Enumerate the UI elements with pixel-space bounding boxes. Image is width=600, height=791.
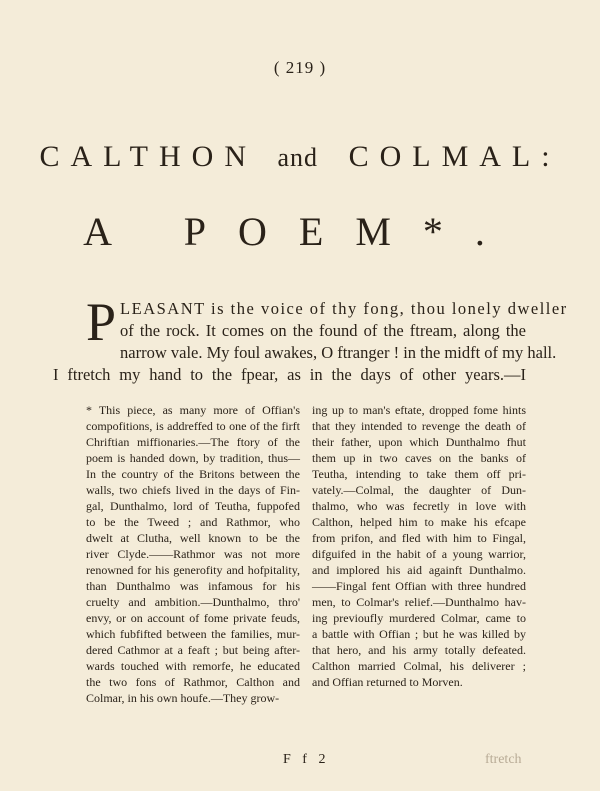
footnote-line: ing previoufly murdered Colmar, came to	[312, 611, 526, 625]
poem-title	[0, 140, 600, 174]
footnote-line: than Dunthalmo was infamous for his	[86, 579, 300, 593]
footnote-line: wards touched with remorfe, he educated	[86, 659, 300, 673]
footnote-line: men, to Colmar's relief.—Dunthalmo hav-	[312, 595, 526, 609]
footnote-line: In the country of the Britons between the	[86, 467, 300, 481]
footnote-line: walls, two chiefs lived in the days of Fin-	[86, 483, 300, 497]
footnote-line: renowned for his generofity and hofpitality,	[86, 563, 300, 577]
footnote-line: Teutha, intending to take them off pri-	[312, 467, 526, 481]
body-line: I ftretch my hand to the fpear, as in the days of other years.—I	[53, 365, 526, 384]
footnote-line: from prifon, and fled with him to Fingal,	[312, 531, 526, 545]
footnote-line: ing up to man's eftate, dropped fome hints	[312, 403, 526, 417]
drop-cap: P	[86, 292, 117, 352]
catchword: ftretch	[485, 752, 522, 767]
body-line: narrow vale. My foul awakes, O ftranger ! in the midft of my hall.	[120, 343, 557, 362]
footnote-line: Colmar, in his own houfe.—They grow-	[86, 691, 280, 705]
footnote-line: gal, Dunthalmo, lord of Teutha, fuppofed	[86, 499, 300, 513]
footnote-line: Calthon married Colmal, his deliverer ;	[312, 659, 526, 673]
poem-subtitle: A POEM*.	[83, 209, 517, 254]
footnote-line: a battle with Offian ; but he was killed by	[312, 627, 526, 641]
body-line: LEASANT is the voice of thy fong, thou lonely dweller	[120, 299, 568, 318]
footnote-line: them up in two caves on the banks of	[312, 451, 526, 465]
title-part-1: CALTHON	[39, 140, 258, 173]
footnote-line: and implored his aid againft Dunthalmo.	[312, 563, 526, 577]
footnote-line: the two fons of Rathmor, Calthon and	[86, 675, 300, 689]
footnote-line: ——Fingal fent Offian with three hundred	[312, 579, 526, 593]
footnote-line: envy, or on account of fome private feuds,	[86, 611, 300, 625]
title-part-2: COLMAL:	[348, 140, 561, 173]
footnote-line: difguifed in the habit of a young warrior,	[312, 547, 526, 561]
footnote-line: compofitions, is addreffed to one of the firft	[86, 419, 300, 433]
footnote-line: Calthon, helped him to make his efcape	[312, 515, 526, 529]
footnote-line: that they intended to revenge the death of	[312, 419, 526, 433]
footnote-line: and Offian returned to Morven.	[312, 675, 463, 689]
footnote-line: which fubfifted between the families, mur-	[86, 627, 300, 641]
signature-mark: F f 2	[283, 752, 330, 767]
poem-body	[53, 292, 568, 386]
body-line: of the rock. It comes on the found of the ftream, along the	[120, 321, 526, 340]
footnote-line: their father, upon which Dunthalmo fhut	[312, 435, 526, 449]
footnote-line: vately.—Colmal, the daughter of Dun-	[312, 483, 526, 497]
footnote-line: * This piece, as many more of Offian's	[86, 403, 300, 417]
footnote-column-right	[312, 402, 526, 690]
page-number: ( 219 )	[273, 58, 327, 77]
footnote-line: river Clyde.——Rathmor was not more	[86, 547, 300, 561]
footnote-column-left	[86, 402, 300, 706]
footnote-line: that hero, and his army totally defeated.	[312, 643, 526, 657]
footnote-line: dered Cathmor at a feaft ; but being after-	[86, 643, 300, 657]
title-and: and	[277, 143, 319, 172]
footnote-line: dwelt at Clutha, well known to be the	[86, 531, 300, 545]
footnote-line: poem is handed down, by tradition, thus—	[86, 451, 300, 465]
footnote-line: thalmo, who was fecretly in love with	[312, 499, 526, 513]
footnote-line: to be the Tweed ; and Rathmor, who	[86, 515, 300, 529]
footnote-line: Chriftian miffionaries.—The ftory of the	[86, 435, 300, 449]
footnote-line: cruelty and ambition.—Dunthalmo, thro'	[86, 595, 300, 609]
